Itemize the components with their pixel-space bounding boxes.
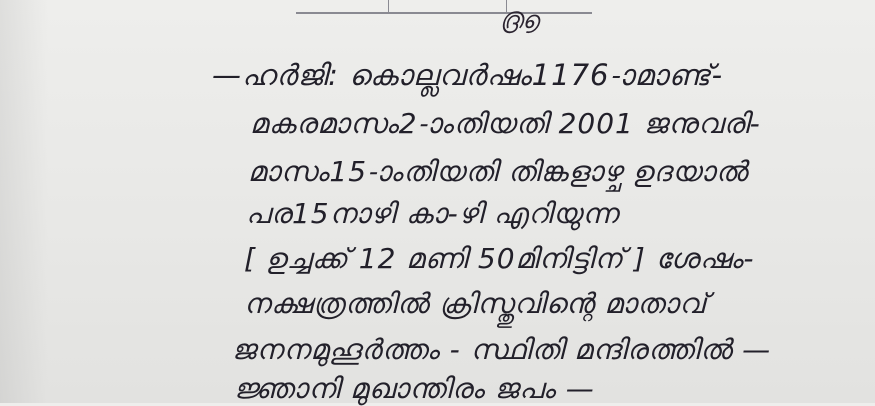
text-line: നക്ഷത്രത്തിൽ ക്രിസ്തുവിന്റെ മാതാവ് bbox=[244, 287, 708, 320]
text-line: മകരമാസം2-ാംതിയതി 2001 ജനുവരി- bbox=[250, 107, 761, 140]
text-line: —ഹർജി: കൊല്ലവർഷം1176-ാമാണ്ട്- bbox=[212, 58, 724, 92]
text-line: [ ഉച്ചക്ക് 12 മണി 50മിനിട്ടിന് ] ശേഷം- bbox=[244, 242, 755, 275]
text-line: ജ്ഞാനി മുഖാന്തിരം ജപം — bbox=[234, 372, 595, 405]
ruler-tick bbox=[388, 0, 389, 12]
text-line: പര15നാഴി കാ-ഴി എറിയുന്ന bbox=[246, 197, 619, 230]
text-line: ജനനമുഹൂർത്തം - സ്ഥിതി മന്ദിരത്തിൽ — bbox=[232, 333, 772, 366]
page-edge-shadow bbox=[0, 0, 48, 403]
page-number: ൫൭ bbox=[500, 6, 539, 34]
text-line: മാസം15-ാംതിയതി തിങ്കളാഴ്ച ഉദയാൽ bbox=[248, 155, 748, 188]
ruler-line bbox=[296, 0, 592, 14]
